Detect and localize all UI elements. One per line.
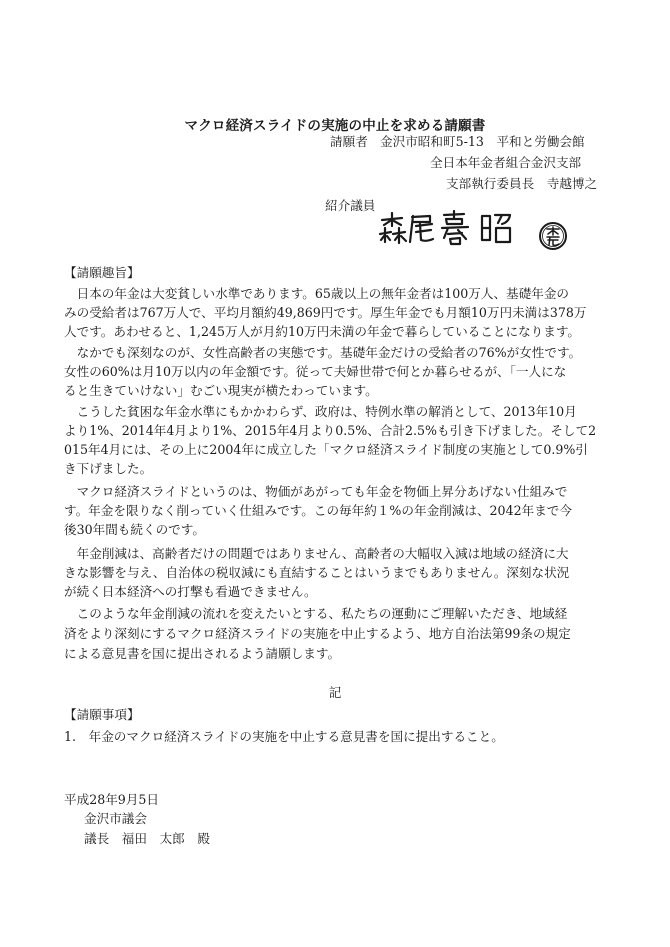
purpose-line: なかでも深刻なのが、女性高齢者の実態です。基礎年金だけの受給者の76%が女性です。 xyxy=(64,345,582,360)
purpose-line: き下げました。 xyxy=(64,461,153,476)
introducer-label: 紹介議員 xyxy=(325,198,376,213)
purpose-heading: 【請願趣旨】 xyxy=(64,265,140,280)
ki-marker: 記 xyxy=(328,685,342,700)
petitioner-org: 全日本年金者組合金沢支部 xyxy=(430,155,582,170)
purpose-line: 済をより深刻にするマクロ経済スライドの実施を中止するよう、地方自治法第99条の規定 xyxy=(64,626,571,641)
introducer-signature xyxy=(378,210,528,252)
recipient-assembly: 金沢市議会 xyxy=(84,811,147,826)
petitioner-label: 請願者 xyxy=(330,134,368,149)
items-heading: 【請願事項】 xyxy=(64,707,140,722)
recipient-chair: 議長 福田 太郎 殿 xyxy=(84,831,210,846)
purpose-line: 015年4月には、その上に2004年に成立した「マクロ経済スライド制度の実施として0.9%引 xyxy=(64,442,588,457)
purpose-line: こうした貧困な年金水準にもかかわらず、政府は、特例水準の解消として、2013年10月 xyxy=(64,404,577,419)
document-title: マクロ経済スライドの実施の中止を求める請願書 xyxy=(184,118,486,134)
items-list-item: 1. 年金のマクロ経済スライドの実施を中止する意見書を国に提出すること。 xyxy=(64,729,504,744)
purpose-line: が続く日本経済への打撃も看過できません。 xyxy=(64,584,317,599)
seal-stamp xyxy=(538,221,568,251)
purpose-line: きな影響を与え、自治体の税収減にも直結することはいうまでもありません。深刻な状況 xyxy=(64,565,570,580)
purpose-line: による意見書を国に提出されるよう請願します。 xyxy=(64,646,341,661)
purpose-line: 女性の60%は月10万以内の年金額です。従って夫婦世帯で何とか暮らせるが、「一人にな xyxy=(64,364,567,379)
purpose-line: 年金削減は、高齢者だけの問題ではありません、高齢者の大幅収入減は地域の経済に大 xyxy=(64,546,569,561)
purpose-line: 人です。あわせると、1,245万人が月約10万円未満の年金で暮らしていることになります。 xyxy=(64,324,581,339)
purpose-line: 日本の年金は大変貧しい水準であります。65歳以上の無年金者は100万人、基礎年金の xyxy=(64,286,570,301)
handwritten-signature xyxy=(378,210,528,248)
purpose-line: す。年金を限りなく削っていく仕組みです。この毎年約１%の年金削減は、2042年まで今 xyxy=(64,503,572,518)
purpose-line: 後30年間も続くのです。 xyxy=(64,522,205,537)
purpose-line: ると生きていけない」むごい現実が横たわっています。 xyxy=(64,383,378,398)
purpose-line: より1%、2014年4月より1%、2015年4月より0.5%、合計2.5%も引き下げました。そして2 xyxy=(64,423,597,438)
petitioner-role-name: 支部執行委員長 寺越博之 xyxy=(446,176,598,191)
purpose-line: みの受給者は767万人で、平均月額約49,869円です。厚生年金でも月額10万円未満は378万 xyxy=(64,305,587,320)
purpose-line: このような年金削減の流れを変えたいとする、私たちの運動にご理解いただき、地域経 xyxy=(64,606,568,621)
purpose-line: マクロ経済スライドというのは、物価があがっても年金を物価上昇分あげない仕組みで xyxy=(64,484,568,499)
introducer-seal xyxy=(538,221,568,255)
petition-date: 平成28年9月5日 xyxy=(64,792,160,807)
petitioner-address: 金沢市昭和町5-13 平和と労働会館 xyxy=(380,134,585,149)
